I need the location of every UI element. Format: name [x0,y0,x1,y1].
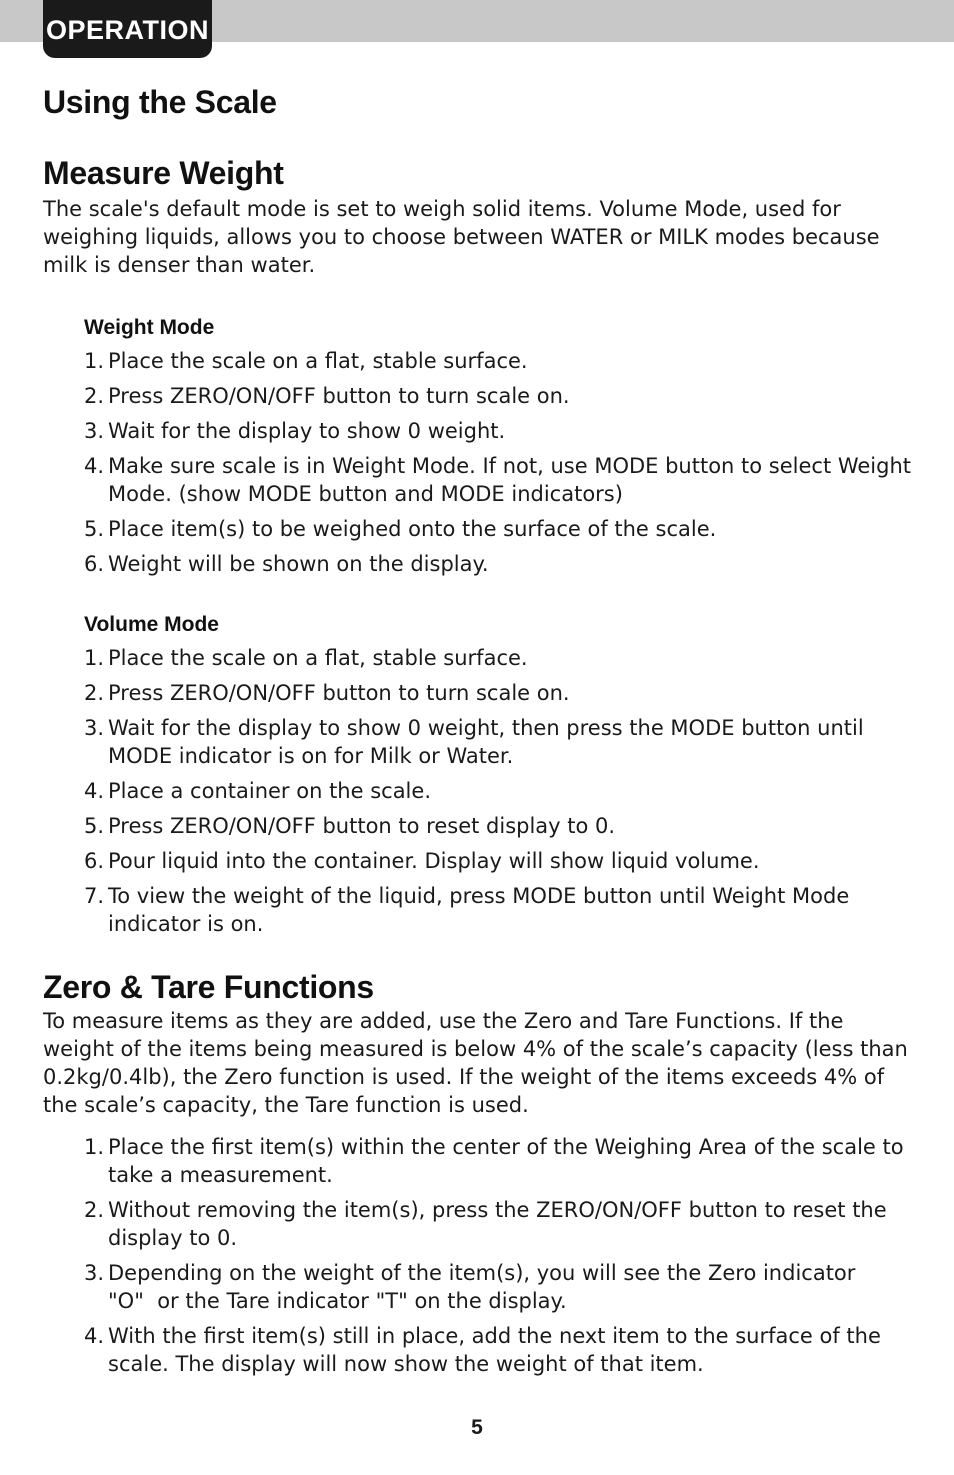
step-number: 2. [84,1198,105,1222]
step-number: 5. [84,814,105,838]
volume-mode-steps [43,644,913,938]
zero-indicator-symbol: "O" [108,1289,144,1313]
list-item [84,679,913,707]
zero-tare-heading: Zero & Tare Functions [43,969,374,1005]
list-item [84,812,913,840]
step-number: 1. [84,646,105,670]
step-number: 7. [84,884,105,908]
zero-tare-intro: To measure items as they are added, use the Zero and Tare Functions. If the weight of the items being measured is below 4% of the scale’s capacity (less than 0.2kg/0.4lb), the Zero function is used. If the weight of the items exceeds 4% of the scale’s capacity, the Tare function is used. [43,1009,908,1117]
step-number: 4. [84,454,105,478]
step-text: Weight will be shown on the display. [108,552,489,576]
weight-mode-steps [43,347,913,578]
step-number: 5. [84,517,105,541]
zero-tare-steps [43,1133,913,1378]
step3-text-a: Depending on the weight of the item(s), you will see the Zero indicator [108,1261,856,1285]
list-item [84,347,913,375]
list-item [84,382,913,410]
step-text: Press ZERO/ON/OFF button to reset display to 0. [108,814,616,838]
section-tab [43,0,212,58]
step-number: 6. [84,552,105,576]
list-item [84,550,913,578]
step-text: Place the first item(s) within the center of the Weighing Area of the scale to take a measurement. [108,1135,904,1187]
step-text: With the first item(s) still in place, add the next item to the surface of the scale. The display will now show the weight of that item. [108,1324,881,1376]
step-text: Wait for the display to show 0 weight. [108,419,506,443]
step-text [108,1259,913,1315]
page-content [43,80,913,1385]
list-item [84,1322,913,1378]
list-item [84,1133,913,1189]
list-item [84,714,913,770]
list-item [84,847,913,875]
step-text: Wait for the display to show 0 weight, then press the MODE button until MODE indicator is on for Milk or Water. [108,716,864,768]
step-number: 1. [84,349,105,373]
page-number: 5 [471,1416,483,1439]
step-number: 4. [84,1324,105,1348]
weight-mode-heading: Weight Mode [84,316,215,339]
volume-mode-heading: Volume Mode [84,613,219,636]
list-item [84,515,913,543]
tare-indicator-symbol: "T" [375,1289,408,1313]
list-item [84,1196,913,1252]
page-title: Using the Scale [43,84,277,120]
step-number: 2. [84,681,105,705]
step-text: Make sure scale is in Weight Mode. If not, use MODE button to select Weight Mode. (show MODE button and MODE indicators) [108,454,912,506]
step-number: 6. [84,849,105,873]
step-number: 3. [84,419,105,443]
list-item [84,1259,913,1315]
step-text: Place item(s) to be weighed onto the surface of the scale. [108,517,717,541]
step-text: Without removing the item(s), press the ZERO/ON/OFF button to reset the display to 0. [108,1198,887,1250]
step3-text-b: or the Tare indicator [143,1289,376,1313]
list-item [84,777,913,805]
section-label: OPERATION [45,14,209,45]
step-text: Pour liquid into the container. Display will show liquid volume. [108,849,760,873]
step-text: To view the weight of the liquid, press MODE button until Weight Mode indicator is on. [108,884,850,936]
step-text: Place a container on the scale. [108,779,431,803]
step-text: Place the scale on a flat, stable surface. [108,646,528,670]
step-text: Press ZERO/ON/OFF button to turn scale on. [108,681,570,705]
list-item [84,644,913,672]
step-text: Press ZERO/ON/OFF button to turn scale on. [108,384,570,408]
list-item [84,452,913,508]
list-item [84,882,913,938]
step-number: 1. [84,1135,105,1159]
step-number: 3. [84,716,105,740]
step-number: 4. [84,779,105,803]
list-item [84,417,913,445]
step-text: Place the scale on a flat, stable surface. [108,349,528,373]
step3-text-c: on the display. [407,1289,567,1313]
step-number: 2. [84,384,105,408]
step-number: 3. [84,1261,105,1285]
measure-weight-heading: Measure Weight [43,155,284,191]
measure-weight-intro: The scale's default mode is set to weigh solid items. Volume Mode, used for weighing liquids, allows you to choose between WATER or MILK modes because milk is denser than water. [43,197,880,277]
